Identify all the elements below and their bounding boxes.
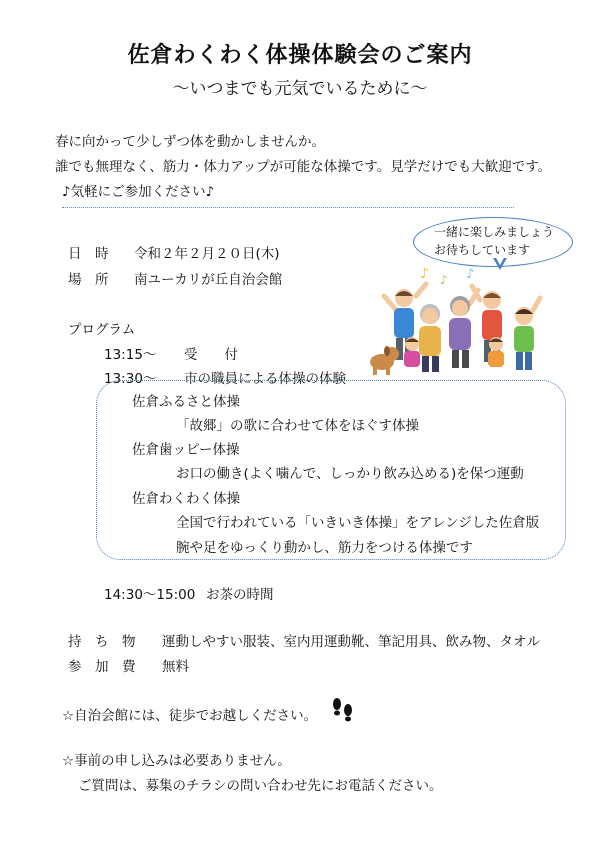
program-time-1: 13:15～ xyxy=(104,347,157,363)
svg-text:♪: ♪ xyxy=(466,267,475,282)
place-value: 南ユーカリが丘自治会館 xyxy=(134,272,283,288)
reservation-note: ☆事前の申し込みは必要ありません。 xyxy=(62,753,291,769)
exercise-desc-1: 「故郷」の歌に合わせて体をほぐす体操 xyxy=(176,418,419,434)
exercise-desc-3b: 腕や足をゆっくり動かし、筋力をつける体操です xyxy=(176,540,473,556)
page-title: 佐倉わくわく体操体験会のご案内 xyxy=(127,43,473,68)
program-time-2: 13:30～ xyxy=(104,371,157,387)
program-text-1: 受 付 xyxy=(184,347,238,363)
exercise-desc-2: お口の働き(よく噛んで、しっかり飲み込める)を保つ運動 xyxy=(176,466,524,482)
svg-text:♪: ♪ xyxy=(440,273,448,287)
fee-value: 無料 xyxy=(162,659,189,675)
bubble-line-2: お待ちしています xyxy=(434,243,531,257)
svg-text:♪: ♪ xyxy=(420,266,429,282)
program-text-2: 市の職員による体操の体験 xyxy=(184,371,346,387)
program-heading: プログラム xyxy=(68,322,136,338)
intro-line-1: 春に向かって少しずつ体を動かしませんか。 xyxy=(55,134,325,150)
belongings-value: 運動しやすい服装、室内用運動靴、筆記用具、飲み物、タオル xyxy=(162,634,540,650)
page-subtitle: ～いつまでも元気でいるために～ xyxy=(172,79,428,99)
exercise-name-2: 佐倉歯ッピー体操 xyxy=(132,442,240,458)
intro-line-3: ♪気軽にご参加ください♪ xyxy=(62,184,215,200)
dotted-divider xyxy=(62,207,514,208)
footprints-icon xyxy=(330,696,356,726)
exercise-name-1: 佐倉ふるさと体操 xyxy=(132,394,240,410)
walk-note: ☆自治会館には、徒歩でお越しください。 xyxy=(62,708,318,724)
fee-label: 参 加 費 xyxy=(68,659,136,675)
inquiry-note: ご質問は、募集のチラシの問い合わせ先にお電話ください。 xyxy=(78,778,443,794)
tea-text: お茶の時間 xyxy=(206,587,274,603)
intro-line-2: 誰でも無理なく、筋力・体力アップが可能な体操です。見学だけでも大歓迎です。 xyxy=(55,159,552,175)
date-label: 日 時 xyxy=(68,246,109,262)
bubble-line-1: 一緒に楽しみましょう xyxy=(434,225,555,239)
exercise-desc-3a: 全国で行われている「いきいき体操」をアレンジした佐倉版 xyxy=(176,515,540,531)
place-label: 場 所 xyxy=(68,272,109,288)
dog-icon xyxy=(370,346,399,375)
date-value: 令和２年２月２０日(木) xyxy=(134,246,280,262)
exercise-people-illustration xyxy=(368,266,550,376)
tea-time: 14:30～15:00 xyxy=(104,587,196,603)
exercise-name-3: 佐倉わくわく体操 xyxy=(132,491,240,507)
belongings-label: 持 ち 物 xyxy=(68,634,136,650)
